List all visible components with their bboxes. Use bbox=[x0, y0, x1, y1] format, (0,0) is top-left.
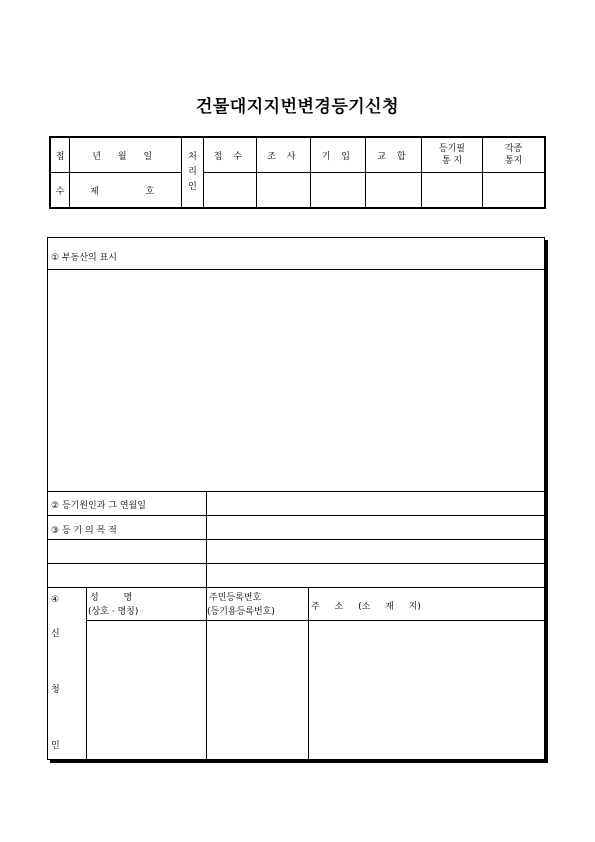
stage-various-notice bbox=[483, 137, 545, 173]
divider bbox=[48, 587, 544, 588]
stage-entry: 기 입 bbox=[310, 137, 366, 173]
stage-reception: 접 수 bbox=[203, 137, 257, 173]
applicant-address-field[interactable] bbox=[309, 621, 546, 761]
extra-row-1-field[interactable] bbox=[206, 540, 546, 563]
property-display-header: ① 부동산의 표시 bbox=[48, 238, 544, 270]
purpose-label: ③ 등 기 의 목 적 bbox=[51, 526, 117, 536]
handler-label bbox=[182, 137, 203, 208]
application-form bbox=[47, 237, 545, 760]
applicant-vertical-2: 청 bbox=[51, 685, 60, 695]
receipt-table bbox=[49, 136, 546, 209]
cause-date-label: ② 등기원인과 그 연월일 bbox=[51, 501, 146, 511]
applicant-name-field[interactable] bbox=[87, 621, 206, 761]
extra-row-2-field[interactable] bbox=[206, 564, 546, 587]
stage-verify: 교 합 bbox=[366, 137, 422, 173]
stage-review: 조 사 bbox=[257, 137, 311, 173]
completion-line-1: 등기필 bbox=[438, 143, 466, 154]
completion-line-2: 통 지 bbox=[441, 156, 463, 166]
reception-label-top: 접 bbox=[50, 137, 70, 173]
applicant-vertical-1: 신 bbox=[51, 629, 60, 639]
name-sub-label: (상호 · 명칭) bbox=[88, 607, 139, 617]
applicant-vertical-3: 인 bbox=[51, 741, 60, 751]
applicant-id-field[interactable] bbox=[207, 621, 308, 761]
stage-reception-field[interactable] bbox=[203, 173, 257, 209]
handler-char-3: 인 bbox=[188, 182, 197, 193]
notice-line-1: 각종 bbox=[504, 143, 523, 154]
stage-completion-notice bbox=[421, 137, 483, 173]
applicant-marker: ④ bbox=[51, 595, 60, 605]
stage-review-field[interactable] bbox=[257, 173, 311, 209]
form-title: 건물대지지번변경등기신청 bbox=[195, 97, 400, 117]
stage-verify-field[interactable] bbox=[366, 173, 422, 209]
handler-char-1: 처 bbox=[188, 151, 197, 162]
number-label: 제 호 bbox=[70, 173, 182, 209]
address-label: 주 소 (소 재 지) bbox=[311, 602, 421, 612]
notice-line-2: 통지 bbox=[504, 156, 523, 166]
property-display-area[interactable] bbox=[48, 270, 544, 491]
completion-notice-field[interactable] bbox=[421, 173, 483, 209]
id-label: 주민등록번호 bbox=[209, 593, 262, 603]
date-label: 년 월 일 bbox=[70, 137, 182, 173]
stage-entry-field[interactable] bbox=[310, 173, 366, 209]
divider bbox=[206, 491, 207, 587]
various-notice-field[interactable] bbox=[483, 173, 545, 209]
reception-label-bottom: 수 bbox=[50, 173, 70, 209]
handler-char-2: 리 bbox=[188, 166, 197, 177]
cause-date-field[interactable] bbox=[206, 492, 546, 515]
purpose-field[interactable] bbox=[206, 516, 546, 539]
id-sub-label: (등기용등록번호) bbox=[207, 607, 275, 617]
name-label: 성 명 bbox=[90, 593, 133, 603]
